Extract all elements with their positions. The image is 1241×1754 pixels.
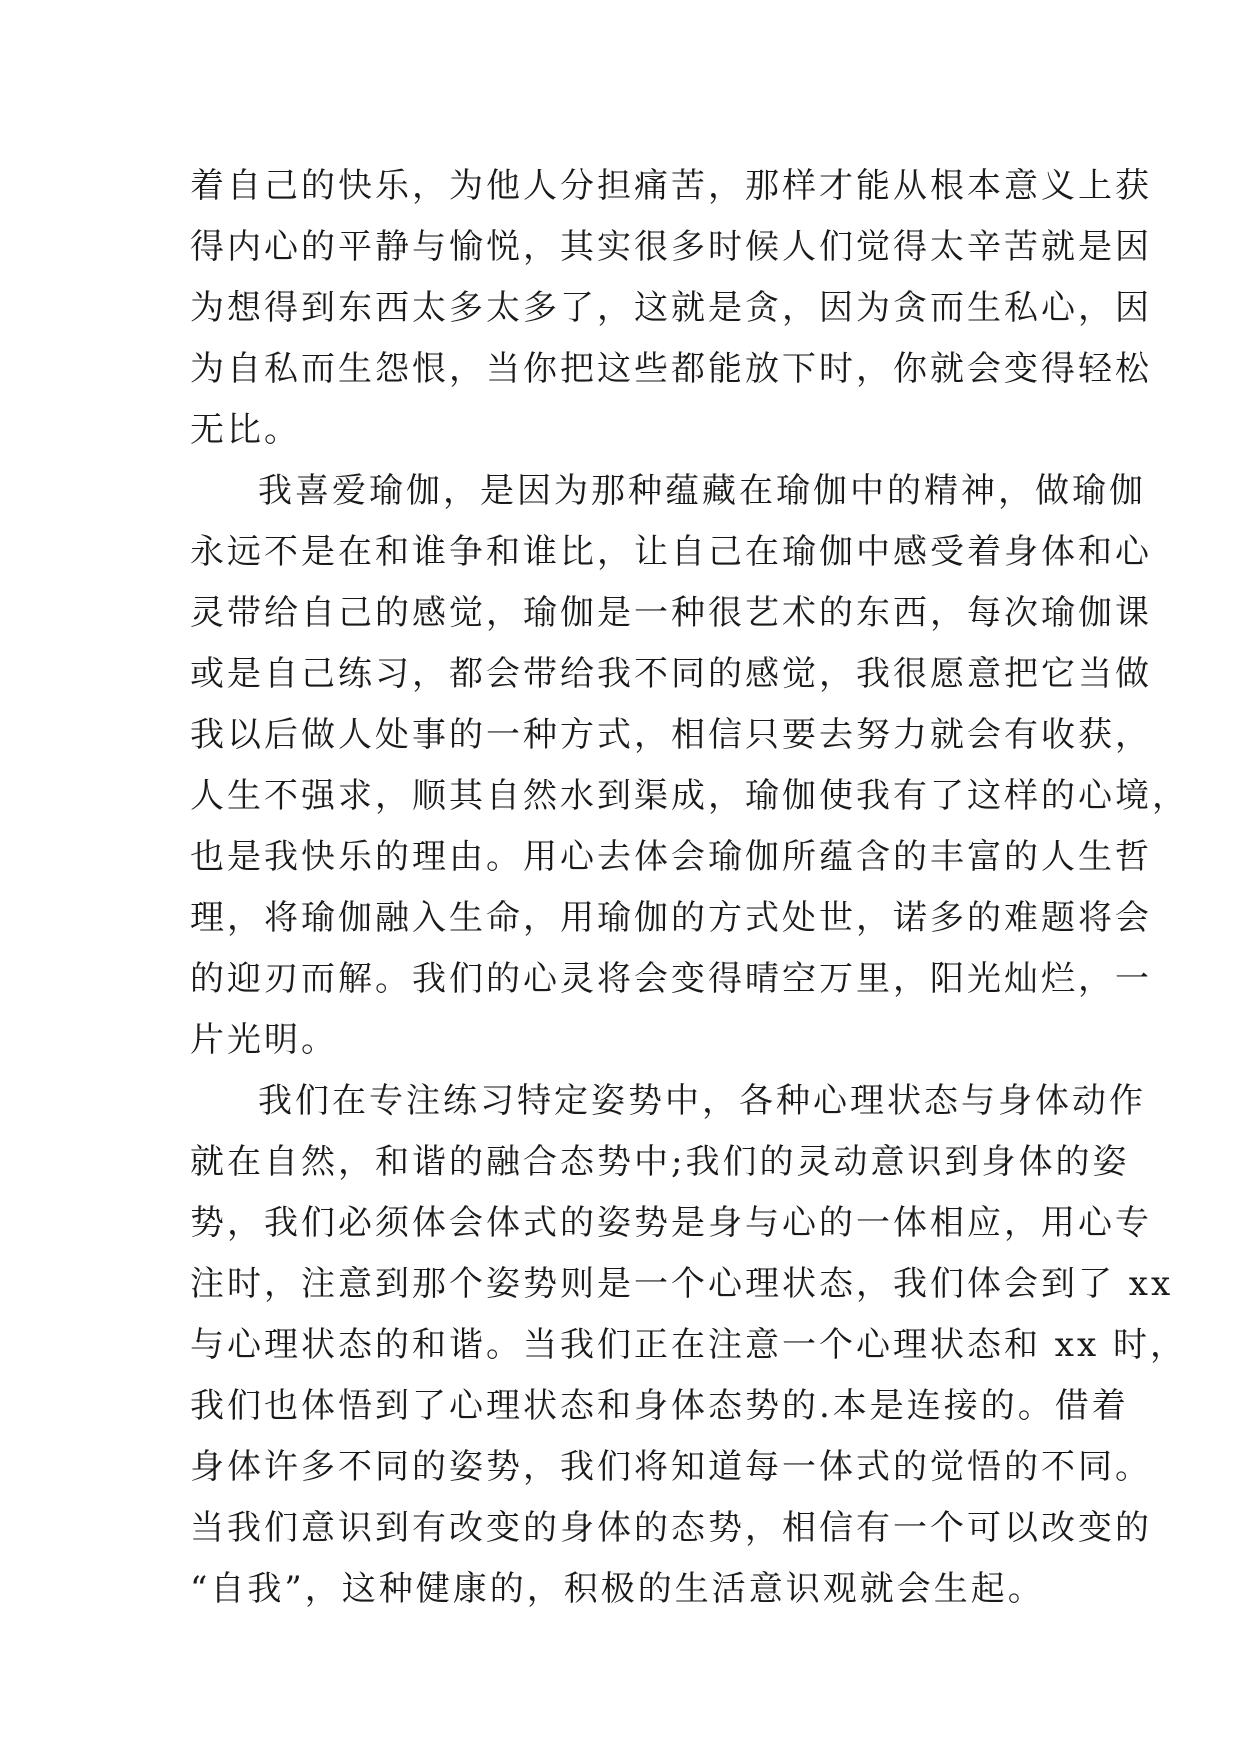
text-line: 着自己的快乐，为他人分担痛苦，那样才能从根本意义上获 <box>190 166 1152 206</box>
document-body <box>190 156 1189 1620</box>
text-line: 片光明。 <box>190 1020 338 1060</box>
text-line: 我们在专注练习特定姿势中，各种心理状态与身体动作 <box>258 1081 1146 1121</box>
text-line: “自我”，这种健康的，积极的生活意识观就会生起。 <box>190 1569 1045 1609</box>
text-line: 灵带给自己的感觉，瑜伽是一种很艺术的东西，每次瑜伽课 <box>190 593 1152 633</box>
text-line: 也是我快乐的理由。用心去体会瑜伽所蕴含的丰富的人生哲 <box>190 837 1152 877</box>
text-line: 注时，注意到那个姿势则是一个心理状态，我们体会到了 xx <box>190 1264 1174 1304</box>
text-line: 无比。 <box>190 410 301 450</box>
text-line: 的迎刃而解。我们的心灵将会变得晴空万里，阳光灿烂，一 <box>190 959 1152 999</box>
text-line: 势，我们必须体会体式的姿势是身与心的一体相应，用心专 <box>190 1203 1152 1243</box>
text-line: 得内心的平静与愉悦，其实很多时候人们觉得太辛苦就是因 <box>190 227 1152 267</box>
paragraph-1 <box>190 156 1152 461</box>
text-line: 为想得到东西太多太多了，这就是贪，因为贪而生私心，因 <box>190 288 1152 328</box>
paragraph-3 <box>190 1071 1187 1620</box>
text-line: 我以后做人处事的一种方式，相信只要去努力就会有收获， <box>190 715 1152 755</box>
text-line: 或是自己练习，都会带给我不同的感觉，我很愿意把它当做 <box>190 654 1152 694</box>
text-line: 身体许多不同的姿势，我们将知道每一体式的觉悟的不同。 <box>190 1447 1152 1487</box>
text-line: 人生不强求，顺其自然水到渠成，瑜伽使我有了这样的心境， <box>190 776 1189 816</box>
text-line: 理，将瑜伽融入生命，用瑜伽的方式处世，诺多的难题将会 <box>190 898 1152 938</box>
text-line: 我们也体悟到了心理状态和身体态势的.本是连接的。借着 <box>190 1386 1129 1426</box>
paragraph-2 <box>190 461 1189 1071</box>
text-line: 永远不是在和谁争和谁比，让自己在瑜伽中感受着身体和心 <box>190 532 1152 572</box>
text-line: 当我们意识到有改变的身体的态势，相信有一个可以改变的 <box>190 1508 1152 1548</box>
text-line: 就在自然，和谐的融合态势中;我们的灵动意识到身体的姿 <box>190 1142 1130 1182</box>
text-line: 与心理状态的和谐。当我们正在注意一个心理状态和 xx 时， <box>190 1325 1187 1365</box>
text-line: 我喜爱瑜伽，是因为那种蕴藏在瑜伽中的精神，做瑜伽 <box>258 471 1146 511</box>
text-line: 为自私而生怨恨，当你把这些都能放下时，你就会变得轻松 <box>190 349 1152 389</box>
